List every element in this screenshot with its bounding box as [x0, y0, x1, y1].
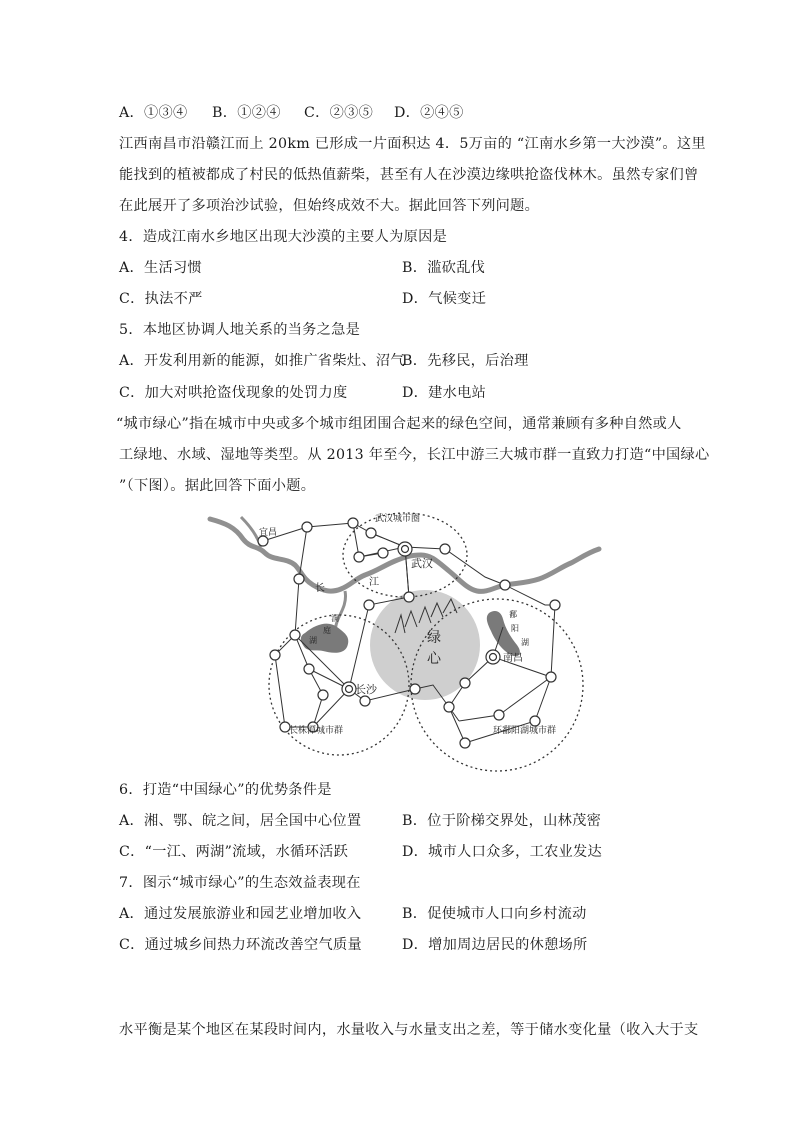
city-node: [546, 672, 556, 682]
city-node: [304, 664, 314, 674]
option-b: B．位于阶梯交界处，山林茂密: [402, 813, 602, 829]
question-stem: 7．图示“城市绿心”的生态效益表现在: [119, 875, 361, 891]
option-d: D．②④⑤: [394, 105, 464, 121]
question-stem: 4．造成江南水乡地区出现大沙漠的主要人为原因是: [119, 229, 448, 245]
question-stem: 5．本地区协调人地关系的当务之急是: [119, 322, 361, 338]
label-river-chang: 长: [315, 583, 325, 594]
city-node: [410, 684, 420, 694]
city-node: [360, 696, 370, 706]
label-poyang: 湖: [521, 638, 529, 647]
city-node: [460, 678, 470, 688]
label-changsha: 长沙: [355, 683, 377, 696]
city-node: [460, 738, 470, 748]
label-nanchang: 南昌: [503, 653, 523, 664]
option-d: D．增加周边居民的休憩场所: [402, 937, 588, 953]
city-node: [294, 574, 304, 584]
city-node: [494, 710, 504, 720]
label-river-jiang: 江: [369, 577, 379, 588]
option-c: C．加大对哄抢盗伐现象的处罚力度: [119, 385, 348, 401]
option-a: A．湘、鄂、皖之间，居全国中心位置: [119, 813, 362, 829]
option-b: B．①②④: [212, 105, 281, 121]
question-stem: 6．打造“中国绿心”的优势条件是: [119, 782, 332, 798]
option-b: B．先移民，后治理: [402, 353, 529, 369]
city-node: [444, 702, 454, 712]
city-node: [348, 518, 358, 528]
passage-line: ”（下图）。据此回答下面小题。: [119, 478, 316, 494]
city-node: [500, 580, 510, 590]
city-node: [378, 548, 388, 558]
label-poyang-group: 环鄱阳湖城市群: [493, 726, 557, 736]
option-d: D．气候变迁: [402, 291, 487, 307]
option-b: B．滥砍乱伐: [402, 260, 486, 276]
city-node: [354, 552, 364, 562]
option-a: A．通过发展旅游业和园艺业增加收入: [119, 906, 362, 922]
label-dongting: 庭: [323, 626, 331, 635]
city-node: [366, 528, 376, 538]
passage-line: 江西南昌市沿赣江而上 20km 已形成一片面积达 4．5万亩的 “江南水乡第一大沙漠”。这里: [119, 136, 706, 152]
label-poyang: 鄱: [509, 610, 517, 619]
label-poyang: 阳: [511, 624, 519, 633]
option-a: A．开发利用新的能源，如推广省柴灶、沼气: [119, 353, 405, 369]
option-c: C．执法不严: [119, 291, 203, 307]
city-node: [550, 600, 560, 610]
passage-line: 工绿地、水域、湿地等类型。从 2013 年至今，长江中游三大城市群一直致力打造“中国绿心: [119, 447, 710, 463]
city-node: [530, 716, 540, 726]
option-d: D．城市人口众多，工农业发达: [402, 844, 603, 860]
passage-line: “城市绿心”指在城市中央或多个城市组团围合起来的绿色空间，通常兼顾有多种自然或人: [116, 416, 682, 432]
option-a: A．①③④: [119, 105, 188, 121]
label-yichang: 宜昌: [259, 528, 278, 538]
option-c: C．“一江、两湖”流域，水循环活跃: [119, 844, 349, 860]
passage-line: 在此展开了多项治沙试验，但始终成效不大。据此回答下列问题。: [119, 198, 540, 214]
city-node: [318, 690, 328, 700]
green-heart-map: [205, 505, 605, 775]
city-node: [270, 650, 280, 660]
city-node: [302, 522, 312, 532]
passage-line: 能找到的植被都成了村民的低热值薪柴，甚至有人在沙漠边缘哄抢盗伐林木。虽然专家们曾: [119, 167, 699, 183]
option-c: C．②③⑤: [304, 105, 374, 121]
passage-water-balance: 水平衡是某个地区在某段时间内，水量收入与水量支出之差，等于储水变化量（收入大于支: [119, 1022, 699, 1038]
label-green-heart-1: 绿: [427, 630, 441, 646]
option-d: D．建水电站: [402, 385, 487, 401]
city-node: [290, 630, 300, 640]
option-b: B．促使城市人口向乡村流动: [402, 906, 587, 922]
label-green-heart-2: 心: [427, 651, 441, 667]
option-c: C．通过城乡间热力环流改善空气质量: [119, 937, 362, 953]
city-node: [364, 600, 374, 610]
label-dongting: 湖: [309, 636, 317, 645]
city-node: [440, 544, 450, 554]
label-wuhan: 武汉: [411, 557, 433, 570]
label-changzhutan-group: 长株潭城市群: [289, 726, 344, 736]
label-wuhan-group: 武汉城市圈: [375, 514, 421, 524]
label-dongting: 洞: [331, 614, 339, 623]
option-a: A．生活习惯: [119, 260, 202, 276]
city-node: [404, 592, 414, 602]
